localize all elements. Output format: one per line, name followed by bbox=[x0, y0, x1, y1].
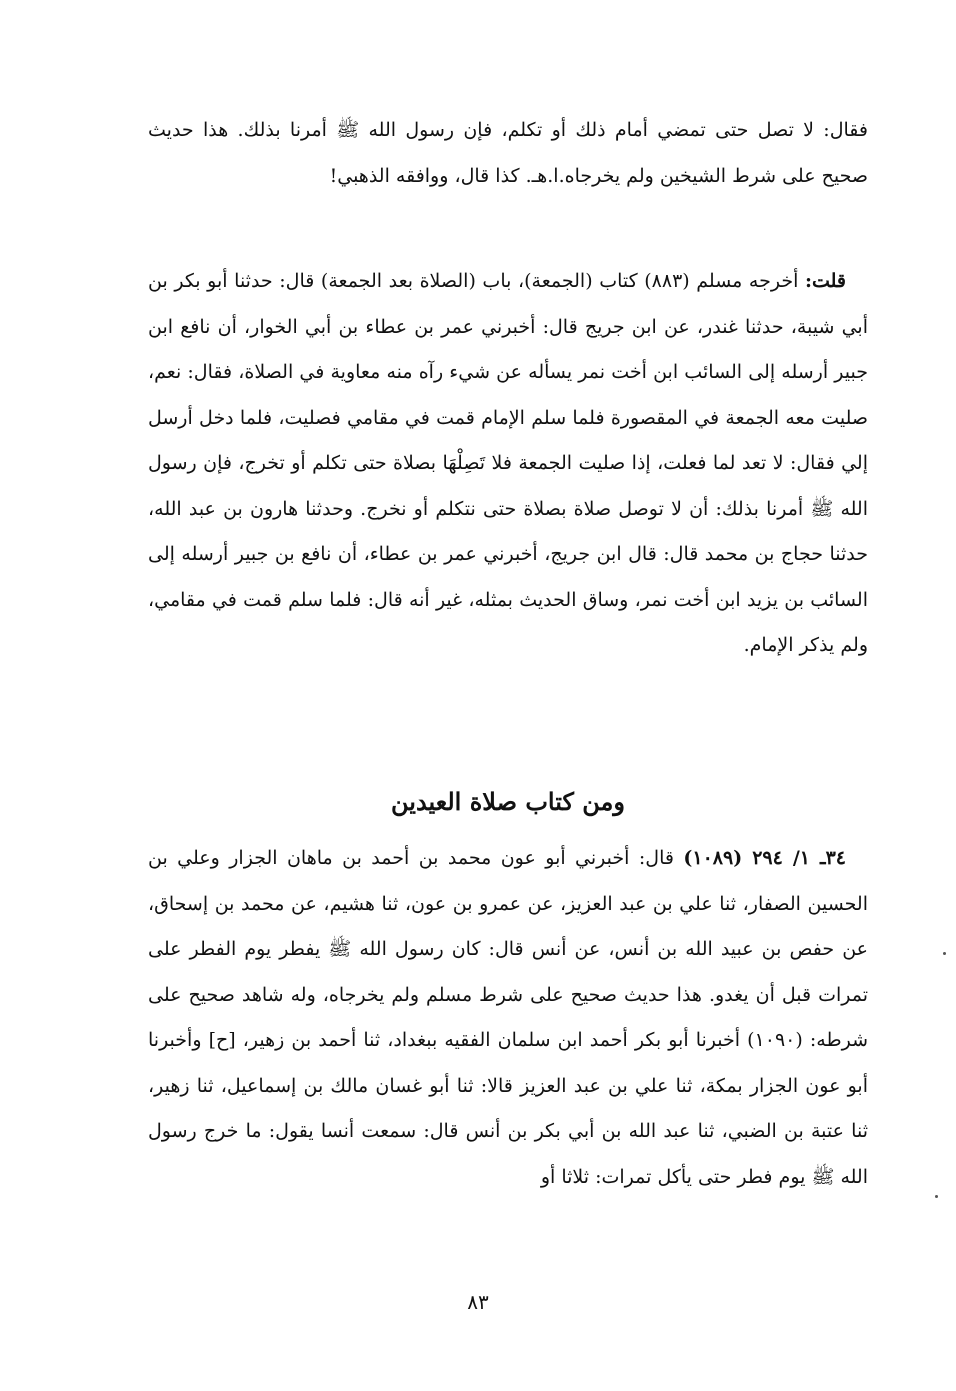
paragraph-hakim-quote bbox=[148, 108, 868, 199]
page-number: ٨٣ bbox=[467, 1290, 489, 1314]
paragraph-text: فقال: لا تصل حتى تمضي أمام ذلك أو تكلم، فإن رسول الله ﷺ أمرنا بذلك. هذا حديث صحيح على شرط الشيخين ولم يخرجاه.ا.هـ. كذا قال، ووافقه الذهبي! bbox=[148, 119, 868, 187]
paragraph-text: قال: أخبرني أبو عون محمد بن أحمد بن ماهان الجزار وعلي بن الحسين الصفار، ثنا علي بن عبد العزيز، عن عمرو بن عون، ثنا هشيم، عن محمد بن إسحاق، عن حفص بن عبيد الله بن أنس، عن أنس قال: كان رسول الله ﷺ يفطر يوم الفطر على تمرات قبل أن يغدو. هذا حديث صحيح على شرط مسلم ولم يخرجاه، وله شاهد صحيح على شرطه: (١٠٩٠) أخبرنا أبو بكر أحمد ابن سلمان الفقيه ببغداد، ثنا أحمد بن زهير، [ح] وأخبرنا أبو عون الجزار بمكة، ثنا علي بن عبد العزيز قالا: ثنا أبو غسان مالك بن إسماعيل، ثنا زهير، ثنا عتبة بن الضبي، ثنا عبد الله بن أبي بكر بن أنس قال: سمعت أنسا يقول: ما خرج رسول الله ﷺ يوم فطر حتى يأكل تمرات: ثلاثا أو bbox=[148, 847, 868, 1188]
hadith-number: ٣٤ـ ١/ ٢٩٤ (١٠٨٩) bbox=[683, 847, 846, 869]
paragraph-lead: قلت: bbox=[804, 270, 847, 292]
scan-speck bbox=[943, 952, 946, 955]
scan-speck bbox=[935, 1195, 938, 1198]
paragraph-hadith-34 bbox=[148, 836, 868, 1200]
paragraph-takhrij-muslim bbox=[148, 259, 868, 669]
paragraph-body bbox=[148, 259, 868, 669]
section-heading: ومن كتاب صلاة العيدين bbox=[391, 787, 625, 816]
paragraph-body bbox=[148, 836, 868, 1200]
paragraph-text: أخرجه مسلم (٨٨٣) كتاب (الجمعة)، باب (الصلاة بعد الجمعة) قال: حدثنا أبو بكر بن أبي شيبة، حدثنا غندر، عن ابن جريج قال: أخبرني عمر بن عطاء بن أبي الخوار، أن نافع ابن جبير أرسله إلى السائب ابن أخت نمر يسأله عن شيء رآه منه معاوية في الصلاة، فقال: نعم، صليت معه الجمعة في المقصورة فلما سلم الإمام قمت في مقامي فصليت، فلما دخل أرسل إلي فقال: لا تعد لما فعلت، إذا صليت الجمعة فلا تَصِلْهَا بصلاة حتى تكلم أو تخرج، فإن رسول الله ﷺ أمرنا بذلك: أن لا توصل صلاة بصلاة حتى نتكلم أو نخرج. وحدثنا هارون بن عبد الله، حدثنا حجاج بن محمد قال: قال ابن جريج، أخبرني عمر بن عطاء، أن نافع بن جبير أرسله إلى السائب بن يزيد ابن أخت نمر، وساق الحديث بمثله، غير أنه قال: فلما سلم قمت في مقامي، ولم يذكر الإمام. bbox=[148, 270, 868, 656]
